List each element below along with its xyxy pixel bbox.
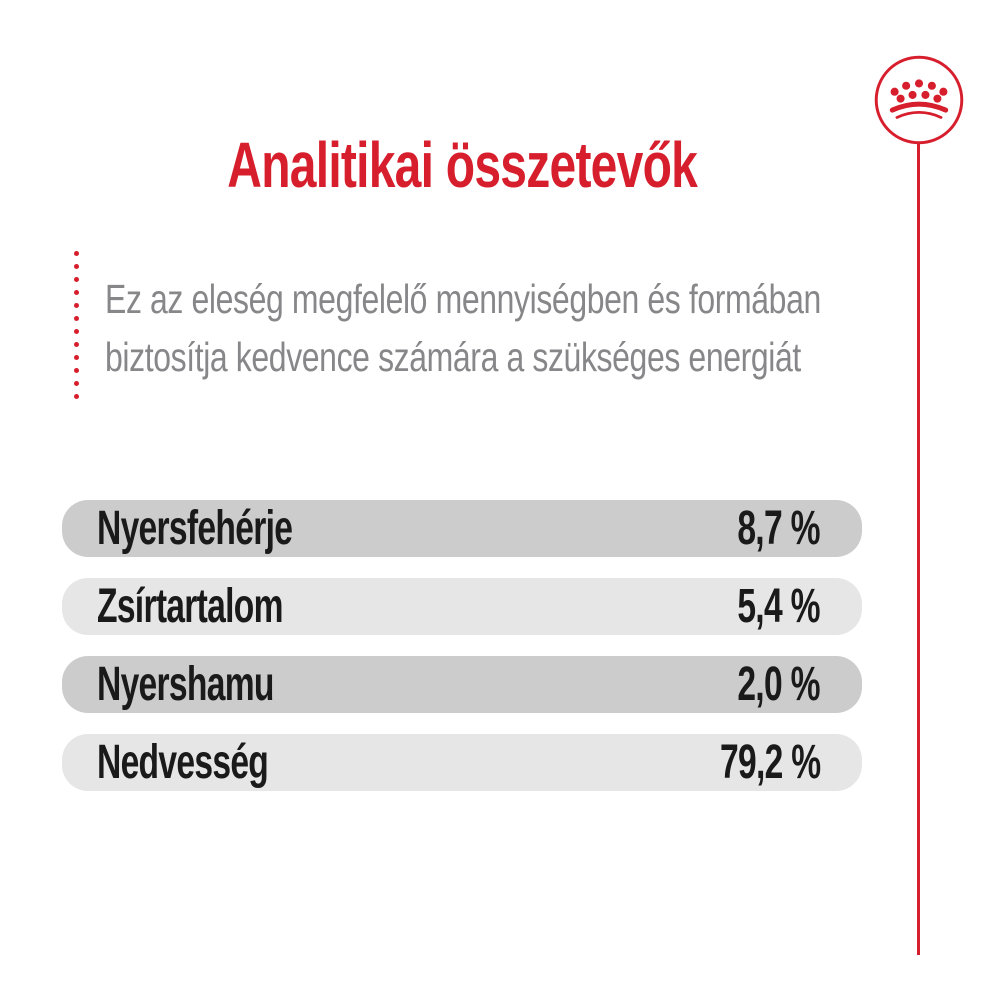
table-row-nyershamu <box>62 656 862 713</box>
row-label: Nedvesség <box>97 736 269 789</box>
analytics-table <box>62 500 862 812</box>
intro-line-1-text: Ez az eleség megfelelő mennyiségben és formában <box>105 276 821 322</box>
table-row-nedvesseg <box>62 734 862 791</box>
intro-line-2 <box>105 328 1000 386</box>
page-title <box>62 128 862 201</box>
dot <box>74 303 79 308</box>
dot <box>74 316 79 321</box>
row-label: Nyershamu <box>97 658 274 711</box>
royal-canin-crown-icon <box>873 54 965 146</box>
dot <box>74 329 79 334</box>
vertical-accent-line <box>917 144 920 955</box>
row-value: 2,0 % <box>737 658 820 711</box>
row-label: Zsírtartalom <box>97 580 283 633</box>
dotted-accent-line <box>74 251 79 399</box>
dot <box>74 342 79 347</box>
row-label: Nyersfehérje <box>97 502 293 555</box>
row-value: 5,4 % <box>737 580 820 633</box>
row-value: 8,7 % <box>737 502 820 555</box>
table-row-nyersfeherje <box>62 500 862 557</box>
row-value: 79,2 % <box>719 736 820 789</box>
page-title-text: Analitikai összetevők <box>227 128 697 201</box>
table-row-zsirtartalom <box>62 578 862 635</box>
intro-line-2-text: biztosítja kedvence számára a szükséges energiát <box>105 334 801 380</box>
dot <box>74 251 79 256</box>
dot <box>74 277 79 282</box>
dot <box>74 394 79 399</box>
intro-text <box>105 270 1000 386</box>
intro-line-1 <box>105 270 1000 328</box>
dot <box>74 355 79 360</box>
dot <box>74 368 79 373</box>
dot <box>74 381 79 386</box>
dot <box>74 264 79 269</box>
dot <box>74 290 79 295</box>
